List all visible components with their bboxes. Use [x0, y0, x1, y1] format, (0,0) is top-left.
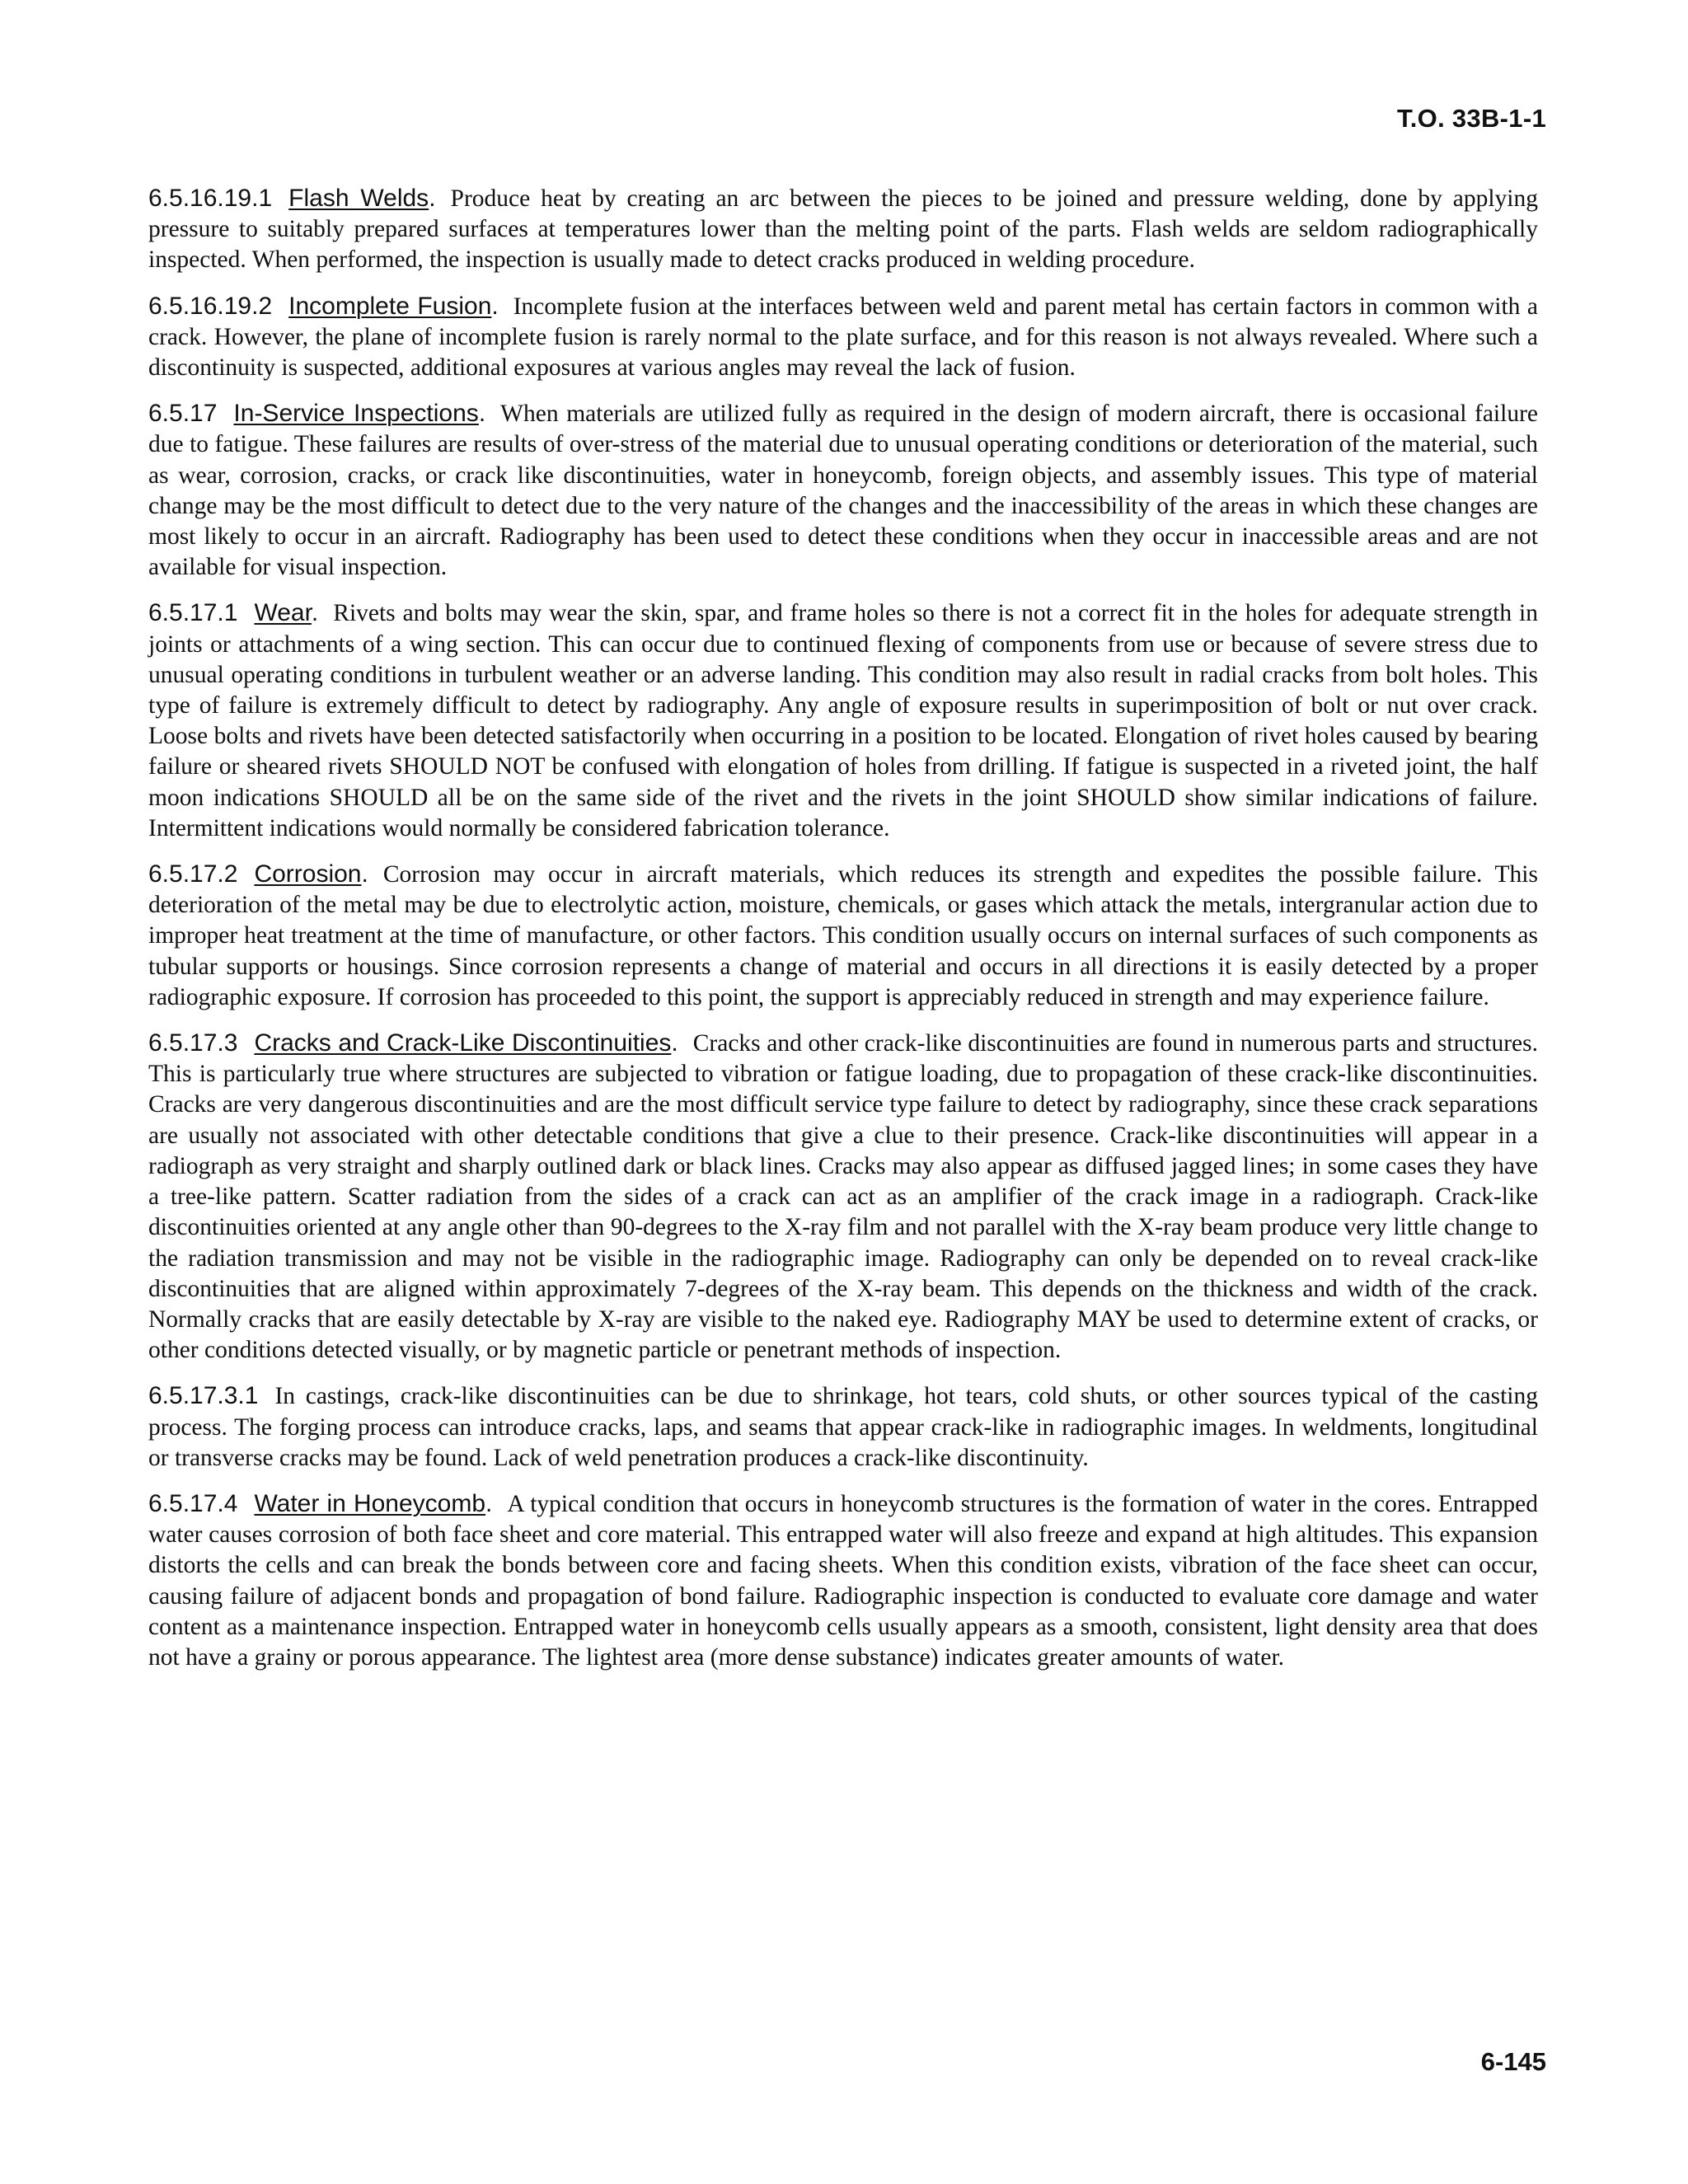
section-number: 6.5.17.3.1: [148, 1382, 259, 1410]
paragraph-corrosion: 6.5.17.2 Corrosion. Corrosion may occur in aircraft materials, which reduces its strength and expedites the possible failure. This deterioration of the metal may be due to electrolytic action, moisture, chemicals, or gases which attack the metals, intergranular action due to improper heat treatment at the time of manufacture, or other factors. This condition usually occurs on internal surfaces of such components as tubular supports or housings. Since corrosion represents a change of material and occurs in all directions it is easily detected by a proper radiographic exposure. If corrosion has proceeded to this point, the support is appreciably reduced in strength and may experience failure.: [148, 860, 1538, 1010]
section-number: 6.5.16.19.1: [148, 185, 273, 212]
section-text: Incomplete fusion at the interfaces between weld and parent metal has certain factors in common with a crack. However, the plane of incomplete fusion is rarely normal to the plate surface, and for this reason is not always revealed. Where such a discontinuity is suspected, additional exposures at various angles may reveal the lack of fusion.: [148, 293, 1538, 382]
section-title: Wear: [254, 599, 312, 627]
section-title: Flash Welds: [288, 185, 429, 212]
document-id-header: T.O. 33B-1-1: [1396, 104, 1546, 133]
section-number: 6.5.17: [148, 400, 218, 428]
section-title: Cracks and Crack-Like Discontinuities: [254, 1029, 672, 1057]
document-body: [148, 183, 1538, 1688]
paragraph-cracks: 6.5.17.3 Cracks and Crack-Like Discontinuities. Cracks and other crack-like discontinuities are found in numerous parts and structures. This is particularly true where structures are subjected to vibration or fatigue loading, due to propagation of these crack-like discontinuities. Cracks are very dangerous discontinuities and are the most difficult service type failure to detect by radiography, since these crack separations are usually not associated with other detectable conditions that give a clue to their presence. Crack-like discontinuities will appear in a radiograph as very straight and sharply outlined dark or black lines. Cracks may also appear as diffused jagged lines; in some cases they have a tree-like pattern. Scatter radiation from the sides of a crack can act as an amplifier of the crack image in a radiograph. Crack-like discontinuities oriented at any angle other than 90-degrees to the X-ray film and not parallel with the X-ray beam produce very little change to the radiation transmission and may not be visible in the radiographic image. Radiography can only be depended on to reveal crack-like discontinuities that are aligned within approximately 7-degrees of the X-ray beam. This depends on the thickness and width of the crack. Normally cracks that are easily detectable by X-ray are visible to the naked eye. Radiography MAY be used to determine extent of cracks, or other conditions detected visually, or by magnetic particle or penetrant methods of inspection.: [148, 1029, 1538, 1364]
section-text: Corrosion may occur in aircraft materials, which reduces its strength and expedites the possible failure. This deterioration of the metal may be due to electrolytic action, moisture, chemicals, or gases which attack the metals, intergranular action due to improper heat treatment at the time of manufacture, or other factors. This condition usually occurs on internal surfaces of such components as tubular supports or housings. Since corrosion represents a change of material and occurs in all directions it is easily detected by a proper radiographic exposure. If corrosion has proceeded to this point, the support is appreciably reduced in strength and may experience failure.: [148, 861, 1538, 1010]
paragraph-in-service-inspections: 6.5.17 In-Service Inspections. When materials are utilized fully as required in the design of modern aircraft, there is occasional failure due to fatigue. These failures are results of over-stress of the material due to unusual operating conditions or deterioration of the material, such as wear, corrosion, cracks, or crack like discontinuities, water in honeycomb, foreign objects, and assembly issues. This type of material change may be the most difficult to detect due to the very nature of the changes and the inaccessibility of the areas in which these changes are most likely to occur in an aircraft. Radiography has been used to detect these conditions when they occur in inaccessible areas and are not available for visual inspection.: [148, 400, 1538, 581]
section-title: In-Service Inspections: [233, 400, 479, 428]
section-number: 6.5.17.4: [148, 1489, 238, 1517]
section-title: Corrosion: [254, 860, 362, 888]
section-text: A typical condition that occurs in honeycomb structures is the formation of water in the cores. Entrapped water causes corrosion of both face sheet and core material. This entrapped water will also freeze and expand at high altitudes. This expansion distorts the cells and can break the bonds between core and facing sheets. When this condition exists, vibration of the face sheet can occur, causing failure of adjacent bonds and propagation of bond failure. Radiographic inspection is conducted to evaluate core damage and water content as a maintenance inspection. Entrapped water in honeycomb cells usually appears as a smooth, consistent, light density area that does not have a grainy or porous appearance. The lightest area (more dense substance) indicates greater amounts of water.: [148, 1490, 1538, 1671]
section-number: 6.5.17.2: [148, 860, 238, 888]
paragraph-wear: 6.5.17.1 Wear. Rivets and bolts may wear the skin, spar, and frame holes so there is not a correct fit in the holes for adequate strength in joints or attachments of a wing section. This can occur due to continued flexing of components from use or because of severe stress due to unusual operating conditions in turbulent weather or an adverse landing. This condition may also result in radial cracks from bolt holes. This type of failure is extremely difficult to detect by radiography. Any angle of exposure results in superimposition of bolt or nut over crack. Loose bolts and rivets have been detected satisfactorily when occurring in a position to be located. Elongation of rivet holes caused by bearing failure or sheared rivets SHOULD NOT be confused with elongation of holes from drilling. If fatigue is suspected in a riveted joint, the half moon indications SHOULD all be on the same side of the rivet and the rivets in the joint SHOULD show similar indications of failure. Intermittent indications would normally be considered fabrication tolerance.: [148, 599, 1538, 841]
paragraph-water-in-honeycomb: 6.5.17.4 Water in Honeycomb. A typical condition that occurs in honeycomb structures is the formation of water in the cores. Entrapped water causes corrosion of both face sheet and core material. This entrapped water will also freeze and expand at high altitudes. This expansion distorts the cells and can break the bonds between core and facing sheets. When this condition exists, vibration of the face sheet can occur, causing failure of adjacent bonds and propagation of bond failure. Radiographic inspection is conducted to evaluate core damage and water content as a maintenance inspection. Entrapped water in honeycomb cells usually appears as a smooth, consistent, light density area that does not have a grainy or porous appearance. The lightest area (more dense substance) indicates greater amounts of water.: [148, 1489, 1538, 1671]
paragraph-flash-welds: 6.5.16.19.1 Flash Welds. Produce heat by creating an arc between the pieces to be joined and pressure welding, done by applying pressure to suitably prepared surfaces at temperatures lower than the melting point of the parts. Flash welds are seldom radiographically inspected. When performed, the inspection is usually made to detect cracks produced in welding procedure.: [148, 185, 1538, 274]
section-title: Incomplete Fusion: [288, 292, 492, 320]
section-title: Water in Honeycomb: [254, 1489, 486, 1517]
paragraph-incomplete-fusion: 6.5.16.19.2 Incomplete Fusion. Incomplete fusion at the interfaces between weld and parent metal has certain factors in common with a crack. However, the plane of incomplete fusion is rarely normal to the plate surface, and for this reason is not always revealed. Where such a discontinuity is suspected, additional exposures at various angles may reveal the lack of fusion.: [148, 292, 1538, 382]
section-text: When materials are utilized fully as required in the design of modern aircraft, there is occasional failure due to fatigue. These failures are results of over-stress of the material due to unusual operating conditions or deterioration of the material, such as wear, corrosion, cracks, or crack like discontinuities, water in honeycomb, foreign objects, and assembly issues. This type of material change may be the most difficult to detect due to the very nature of the changes and the inaccessibility of the areas in which these changes are most likely to occur in an aircraft. Radiography has been used to detect these conditions when they occur in inaccessible areas and are not available for visual inspection.: [148, 401, 1538, 581]
section-number: 6.5.17.1: [148, 599, 238, 627]
section-text: Cracks and other crack-like discontinuities are found in numerous parts and structures. This is particularly true where structures are subjected to vibration or fatigue loading, due to propagation of these crack-like discontinuities. Cracks are very dangerous discontinuities and are the most difficult service type failure to detect by radiography, since these crack separations are usually not associated with other detectable conditions that give a clue to their presence. Crack-like discontinuities will appear in a radiograph as very straight and sharply outlined dark or black lines. Cracks may also appear as diffused jagged lines; in some cases they have a tree-like pattern. Scatter radiation from the sides of a crack can act as an amplifier of the crack image in a radiograph. Crack-like discontinuities oriented at any angle other than 90-degrees to the X-ray film and not parallel with the X-ray beam produce very little change to the radiation transmission and may not be visible in the radiographic image. Radiography can only be depended on to reveal crack-like discontinuities that are aligned within approximately 7-degrees of the X-ray beam. This depends on the thickness and width of the crack. Normally cracks that are easily detectable by X-ray are visible to the naked eye. Radiography MAY be used to determine extent of cracks, or other conditions detected visually, or by magnetic particle or penetrant methods of inspection.: [148, 1030, 1538, 1364]
section-text: Rivets and bolts may wear the skin, spar, and frame holes so there is not a correct fit in the holes for adequate strength in joints or attachments of a wing section. This can occur due to continued flexing of components from use or because of severe stress due to unusual operating conditions in turbulent weather or an adverse landing. This condition may also result in radial cracks from bolt holes. This type of failure is extremely difficult to detect by radiography. Any angle of exposure results in superimposition of bolt or nut over crack. Loose bolts and rivets have been detected satisfactorily when occurring in a position to be located. Elongation of rivet holes caused by bearing failure or sheared rivets SHOULD NOT be confused with elongation of holes from drilling. If fatigue is suspected in a riveted joint, the half moon indications SHOULD all be on the same side of the rivet and the rivets in the joint SHOULD show similar indications of failure. Intermittent indications would normally be considered fabrication tolerance.: [148, 600, 1538, 841]
page-number: 6-145: [1480, 2047, 1546, 2076]
section-text: Produce heat by creating an arc between the pieces to be joined and pressure welding, done by applying pressure to suitably prepared surfaces at temperatures lower than the melting point of the parts. Flash welds are seldom radiographically inspected. When performed, the inspection is usually made to detect cracks produced in welding procedure.: [148, 185, 1538, 274]
section-number: 6.5.17.3: [148, 1029, 238, 1057]
section-number: 6.5.16.19.2: [148, 292, 273, 320]
section-text: In castings, crack-like discontinuities can be due to shrinkage, hot tears, cold shuts, or other sources typical of the casting process. The forging process can introduce cracks, laps, and seams that appear crack-like in radiographic images. In weldments, longitudinal or transverse cracks may be found. Lack of weld penetration produces a crack-like discontinuity.: [148, 1383, 1538, 1471]
paragraph-castings: [148, 1380, 1538, 1474]
